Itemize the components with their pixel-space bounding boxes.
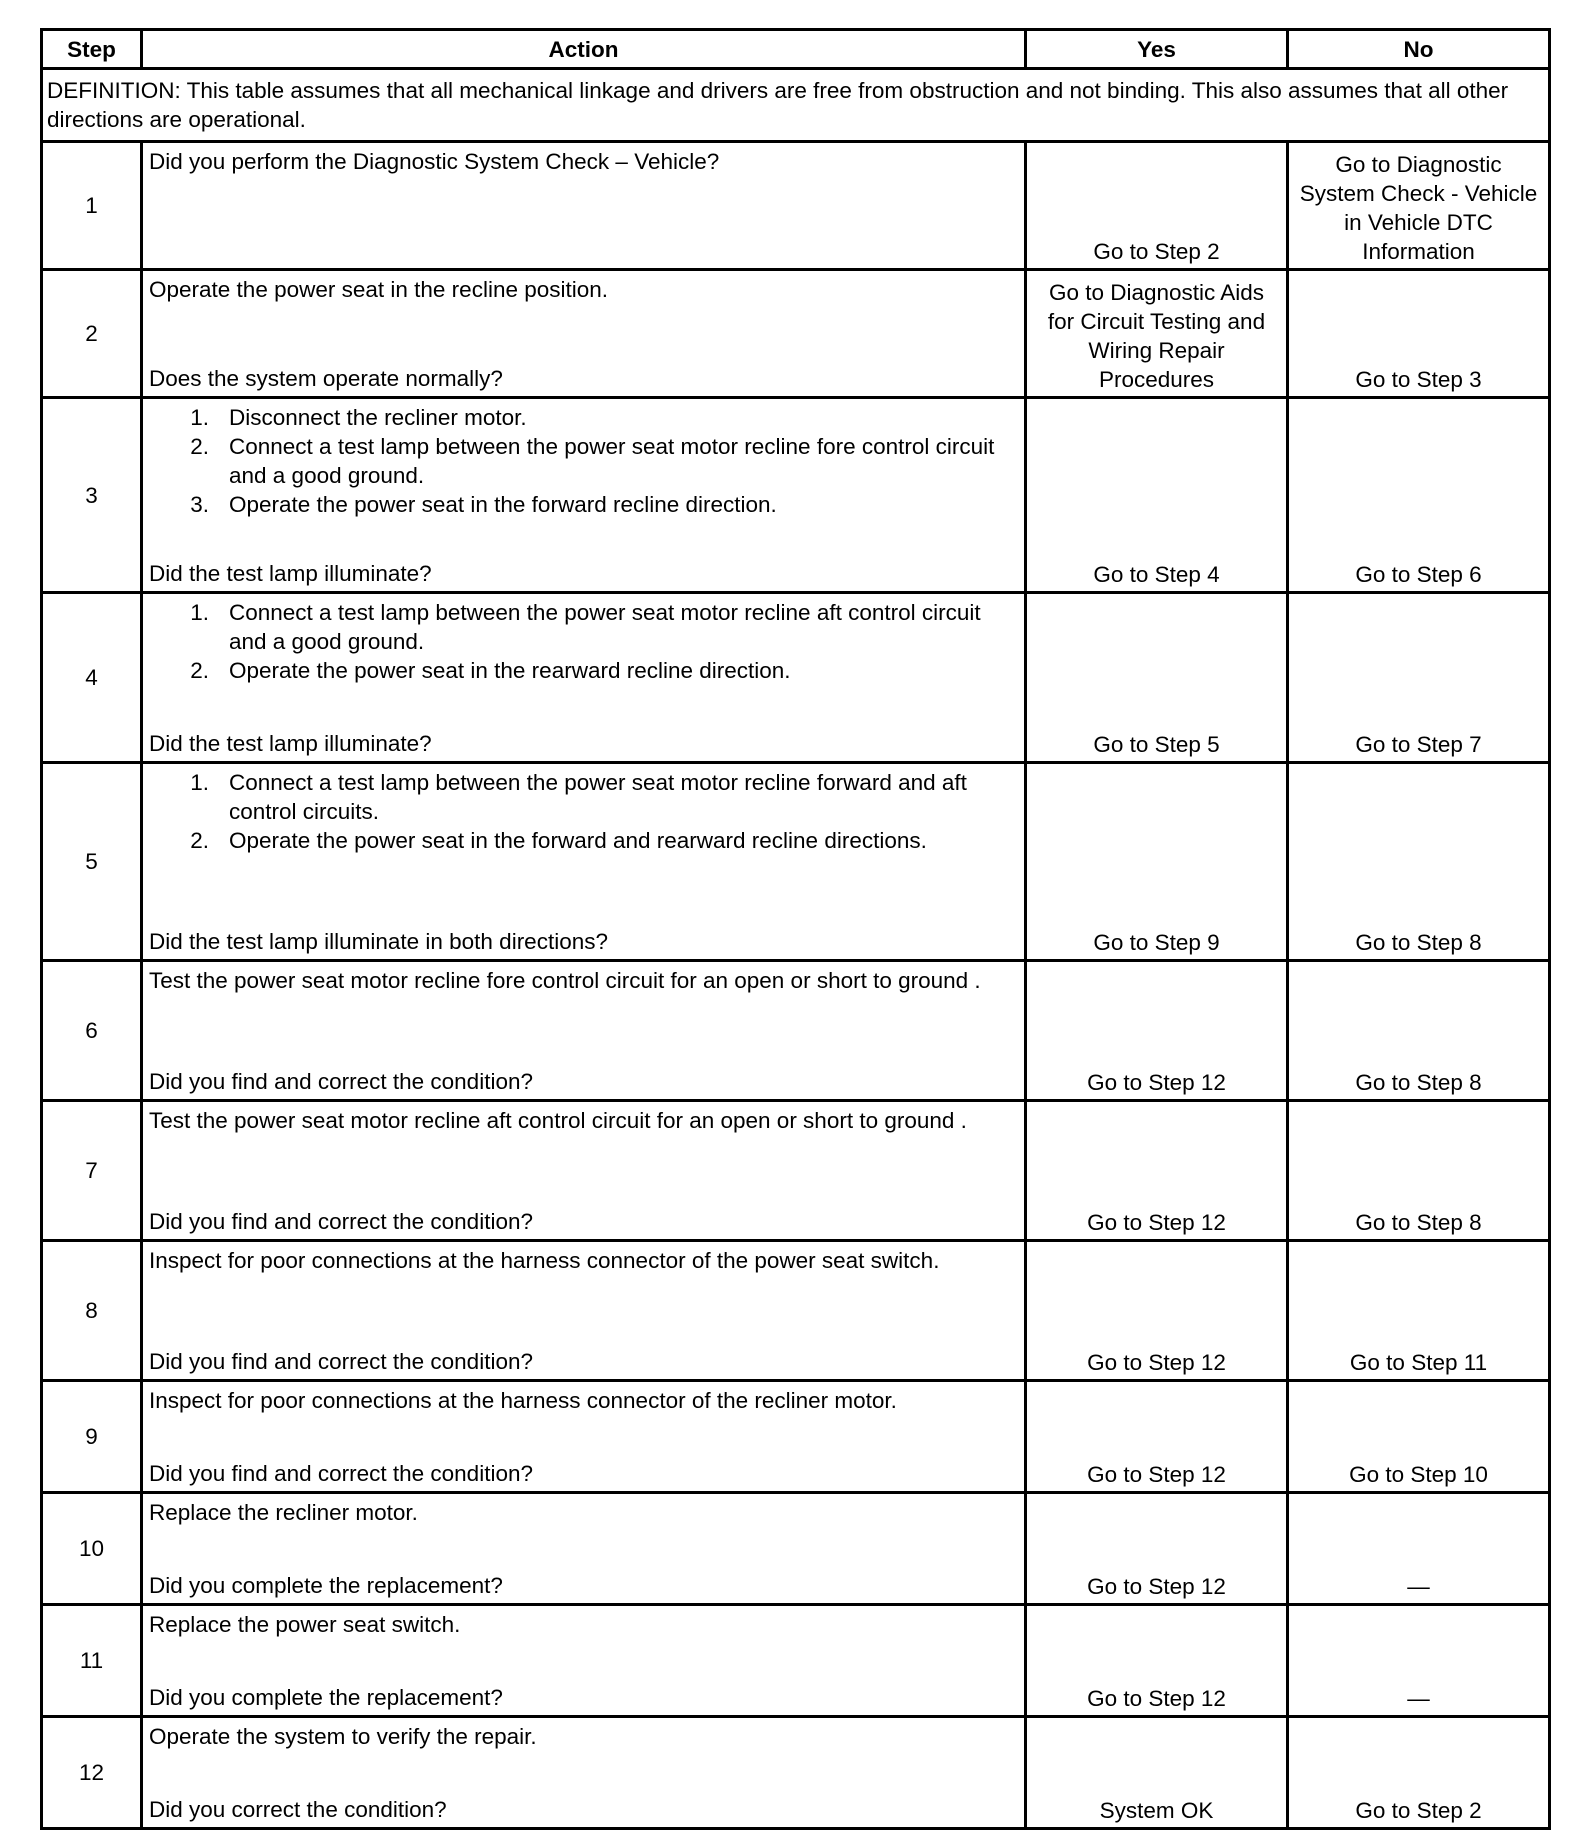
procedure-item-text: Operate the power seat in the forward and rearward recline directions.	[229, 828, 927, 853]
action-question: Did you find and correct the condition?	[149, 1349, 533, 1374]
action-text: Did you perform the Diagnostic System Check – Vehicle?	[149, 149, 720, 174]
action-text: Operate the system to verify the repair.	[149, 1724, 537, 1749]
step-number: 12	[42, 1717, 142, 1829]
table-row	[42, 593, 1550, 763]
procedure-item	[149, 656, 1018, 685]
action-question: Did you correct the condition?	[149, 1797, 447, 1822]
table-row	[42, 763, 1550, 961]
action-question: Did you find and correct the condition?	[149, 1069, 533, 1094]
step-number: 4	[42, 593, 142, 763]
step-number: 3	[42, 398, 142, 593]
header-yes: Yes	[1026, 30, 1288, 69]
action-cell	[142, 1493, 1026, 1605]
action-cell	[142, 1381, 1026, 1493]
action-cell	[142, 270, 1026, 398]
action-question: Did you complete the replacement?	[149, 1685, 503, 1710]
no-result: Go to Step 11	[1288, 1241, 1550, 1381]
action-cell	[142, 142, 1026, 270]
action-text: Operate the power seat in the recline position.	[149, 277, 609, 302]
procedure-list	[149, 598, 1018, 685]
yes-result: System OK	[1026, 1717, 1288, 1829]
step-number: 11	[42, 1605, 142, 1717]
yes-result: Go to Step 12	[1026, 1241, 1288, 1381]
yes-result: Go to Step 12	[1026, 961, 1288, 1101]
no-result: Go to Step 6	[1288, 398, 1550, 593]
table-row	[42, 1493, 1550, 1605]
action-cell	[142, 763, 1026, 961]
table-row	[42, 1101, 1550, 1241]
action-question: Did you find and correct the condition?	[149, 1209, 533, 1234]
diagnostic-table-container	[40, 28, 1548, 1830]
yes-result: Go to Step 12	[1026, 1605, 1288, 1717]
procedure-item-number: 2.	[190, 658, 209, 683]
step-number: 7	[42, 1101, 142, 1241]
action-text: Inspect for poor connections at the harness connector of the power seat switch.	[149, 1248, 940, 1273]
action-text: Inspect for poor connections at the harness connector of the recliner motor.	[149, 1388, 897, 1413]
yes-result: Go to Step 12	[1026, 1493, 1288, 1605]
diagnostic-table	[40, 28, 1551, 1830]
step-number: 10	[42, 1493, 142, 1605]
procedure-item-text: Connect a test lamp between the power seat motor recline forward and aft control circuits.	[229, 770, 967, 824]
procedure-list	[149, 768, 1018, 855]
no-result: —	[1288, 1493, 1550, 1605]
action-cell	[142, 1605, 1026, 1717]
action-cell	[142, 398, 1026, 593]
procedure-item	[149, 432, 1018, 490]
yes-result: Go to Step 12	[1026, 1381, 1288, 1493]
step-number: 5	[42, 763, 142, 961]
no-result: Go to Step 7	[1288, 593, 1550, 763]
no-result: Go to Step 8	[1288, 961, 1550, 1101]
action-question: Does the system operate normally?	[149, 366, 503, 391]
step-number: 2	[42, 270, 142, 398]
procedure-item	[149, 768, 1018, 826]
action-text: Replace the power seat switch.	[149, 1612, 461, 1637]
table-row	[42, 1381, 1550, 1493]
action-cell	[142, 593, 1026, 763]
no-result: Go to Step 8	[1288, 763, 1550, 961]
procedure-item	[149, 490, 1018, 519]
procedure-item-number: 2.	[190, 434, 209, 459]
step-number: 8	[42, 1241, 142, 1381]
table-row	[42, 398, 1550, 593]
action-text: Test the power seat motor recline fore control circuit for an open or short to ground .	[149, 968, 981, 993]
yes-result: Go to Step 4	[1026, 398, 1288, 593]
action-cell	[142, 1241, 1026, 1381]
no-result: —	[1288, 1605, 1550, 1717]
procedure-item-number: 2.	[190, 828, 209, 853]
procedure-list	[149, 403, 1018, 519]
action-question: Did you complete the replacement?	[149, 1573, 503, 1598]
procedure-item-text: Disconnect the recliner motor.	[229, 405, 527, 430]
no-result: Go to Step 3	[1288, 270, 1550, 398]
action-question: Did the test lamp illuminate?	[149, 561, 432, 586]
yes-result: Go to Step 2	[1026, 142, 1288, 270]
header-no: No	[1288, 30, 1550, 69]
action-question: Did the test lamp illuminate in both directions?	[149, 929, 608, 954]
action-cell	[142, 1717, 1026, 1829]
no-result: Go to Step 2	[1288, 1717, 1550, 1829]
yes-result: Go to Diagnostic Aids for Circuit Testing and Wiring Repair Procedures	[1026, 270, 1288, 398]
table-body	[42, 69, 1550, 1829]
action-cell	[142, 961, 1026, 1101]
no-result: Go to Step 10	[1288, 1381, 1550, 1493]
yes-result: Go to Step 12	[1026, 1101, 1288, 1241]
table-row	[42, 961, 1550, 1101]
table-row	[42, 270, 1550, 398]
table-row	[42, 1241, 1550, 1381]
table-row	[42, 1717, 1550, 1829]
table-row	[42, 1605, 1550, 1717]
header-action: Action	[142, 30, 1026, 69]
procedure-item-text: Operate the power seat in the forward recline direction.	[229, 492, 777, 517]
procedure-item-text: Operate the power seat in the rearward recline direction.	[229, 658, 791, 683]
step-number: 9	[42, 1381, 142, 1493]
procedure-item-number: 3.	[190, 492, 209, 517]
yes-result: Go to Step 5	[1026, 593, 1288, 763]
action-text: Replace the recliner motor.	[149, 1500, 418, 1525]
procedure-item	[149, 826, 1018, 855]
procedure-item	[149, 598, 1018, 656]
step-number: 6	[42, 961, 142, 1101]
definition-text: DEFINITION: This table assumes that all mechanical linkage and drivers are free from obstruction and not binding. This also assumes that all other directions are operational.	[42, 69, 1550, 142]
procedure-item	[149, 403, 1018, 432]
procedure-item-number: 1.	[190, 600, 209, 625]
table-row	[42, 142, 1550, 270]
action-text: Test the power seat motor recline aft control circuit for an open or short to ground .	[149, 1108, 967, 1133]
no-result: Go to Step 8	[1288, 1101, 1550, 1241]
action-cell	[142, 1101, 1026, 1241]
action-question: Did you find and correct the condition?	[149, 1461, 533, 1486]
procedure-item-number: 1.	[190, 405, 209, 430]
header-step: Step	[42, 30, 142, 69]
procedure-item-number: 1.	[190, 770, 209, 795]
yes-result: Go to Step 9	[1026, 763, 1288, 961]
action-question: Did the test lamp illuminate?	[149, 731, 432, 756]
header-row	[42, 30, 1550, 69]
procedure-item-text: Connect a test lamp between the power seat motor recline fore control circuit and a good ground.	[229, 434, 995, 488]
procedure-item-text: Connect a test lamp between the power seat motor recline aft control circuit and a good ground.	[229, 600, 981, 654]
step-number: 1	[42, 142, 142, 270]
no-result: Go to Diagnostic System Check - Vehicle in Vehicle DTC Information	[1288, 142, 1550, 270]
definition-row	[42, 69, 1550, 142]
